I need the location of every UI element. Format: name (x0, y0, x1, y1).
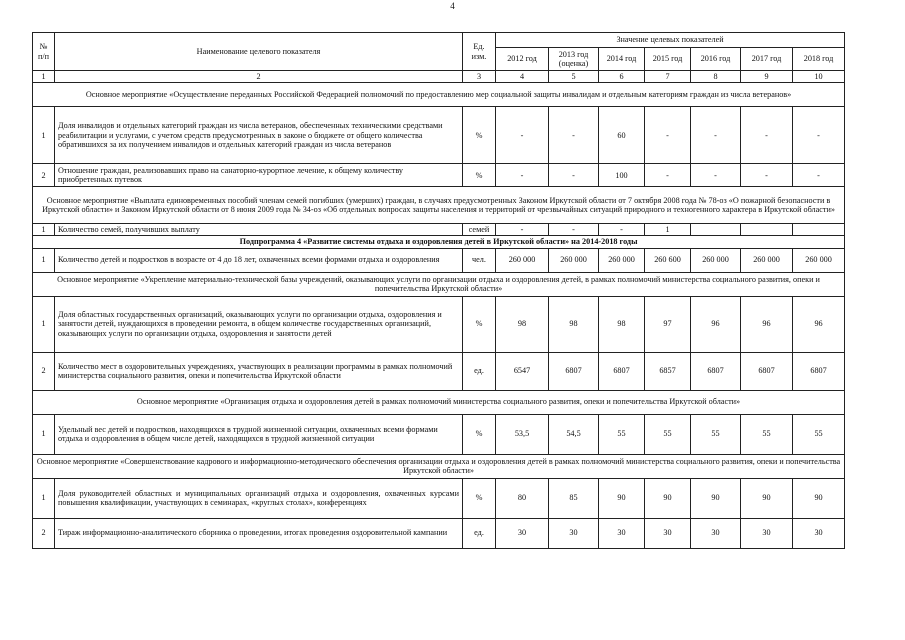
row-name: Количество детей и подростков в возрасте от 4 до 18 лет, охваченных всеми формами отдыха и оздоровления (55, 248, 463, 272)
row-value: 100 (599, 164, 645, 187)
header-num: № п/п (33, 33, 55, 71)
column-number: 10 (793, 71, 845, 83)
header-values-group: Значение целевых показателей (496, 33, 845, 48)
table-row (33, 248, 845, 272)
row-value: 54,5 (549, 414, 599, 454)
row-num: 1 (33, 107, 55, 164)
row-value: - (645, 107, 691, 164)
row-value: - (691, 164, 741, 187)
row-value: - (496, 164, 549, 187)
target-indicators-table (32, 32, 845, 549)
row-value: 98 (496, 296, 549, 352)
row-value: 55 (599, 414, 645, 454)
row-value: - (496, 224, 549, 236)
section-title: Основное мероприятие «Выплата единовременных пособий членам семей погибших (умерших) граждан, в случаях предусмотренных Законом Иркутской области от 7 октября 2008 года № 78-оз «О пожарной безопасности в Иркутской области» и Законом Иркутской области от 8 июня 2009 года № 34-оз «Об отдельных вопросах защиты населения и территорий от чрезвычайных ситуаций природного и техногенного характера в Иркутской области» (33, 187, 845, 224)
row-value (691, 224, 741, 236)
row-value: - (741, 164, 793, 187)
row-value: 6807 (549, 352, 599, 390)
header-year: 2014 год (599, 48, 645, 71)
row-value: - (645, 164, 691, 187)
row-num: 1 (33, 224, 55, 236)
row-value: 55 (741, 414, 793, 454)
row-value: - (793, 107, 845, 164)
header-year: 2017 год (741, 48, 793, 71)
row-value: - (496, 107, 549, 164)
row-value: 90 (599, 478, 645, 518)
row-value: 98 (549, 296, 599, 352)
row-num: 1 (33, 296, 55, 352)
row-value: 260 000 (496, 248, 549, 272)
section-title: Основное мероприятие «Совершенствование кадрового и информационно-методического обеспечения организации отдыха и оздоровления детей в рамках полномочий министерства социального развития, опеки и попечительства Иркутской области» (33, 454, 845, 478)
column-number: 1 (33, 71, 55, 83)
row-unit: ед. (463, 352, 496, 390)
header-year: 2012 год (496, 48, 549, 71)
row-value: 6547 (496, 352, 549, 390)
row-value: 260 000 (741, 248, 793, 272)
row-value: 6857 (645, 352, 691, 390)
row-num: 2 (33, 164, 55, 187)
table-row (33, 518, 845, 548)
row-value: 6807 (691, 352, 741, 390)
row-value: 55 (645, 414, 691, 454)
row-name: Отношение граждан, реализовавших право на санаторно-курортное лечение, к общему количеству приобретенных путевок (55, 164, 463, 187)
row-value (793, 224, 845, 236)
table-row (33, 164, 845, 187)
column-number: 4 (496, 71, 549, 83)
row-value: 80 (496, 478, 549, 518)
column-number: 6 (599, 71, 645, 83)
row-value: 30 (599, 518, 645, 548)
row-value: 260 000 (549, 248, 599, 272)
row-value: 6807 (599, 352, 645, 390)
row-value: 60 (599, 107, 645, 164)
row-unit: % (463, 478, 496, 518)
section-title: Основное мероприятие «Организация отдыха и оздоровления детей в рамках полномочий министерства социального развития, опеки и попечительства Иркутской области» (33, 390, 845, 414)
row-name: Удельный вес детей и подростков, находящихся в трудной жизненной ситуации, охваченных всеми формами отдыха и оздоровления в общем числе детей, находящихся в трудной жизненной ситуации (55, 414, 463, 454)
row-name: Доля областных государственных организаций, оказывающих услуги по организации отдыха, оздоровления и занятости детей, нуждающихся в проведении ремонта, в общем количестве государственных организаций, оказывающих услуги по организации отдыха, оздоровления и занятости детей (55, 296, 463, 352)
row-value: - (741, 107, 793, 164)
page-number: 4 (450, 1, 455, 11)
header-year: 2018 год (793, 48, 845, 71)
table-row (33, 224, 845, 236)
row-value: 260 000 (691, 248, 741, 272)
row-num: 2 (33, 518, 55, 548)
row-value: - (549, 107, 599, 164)
table-row (33, 414, 845, 454)
section-title: Основное мероприятие «Укрепление материально-технической базы учреждений, оказывающих услуги по организации отдыха и оздоровления детей, в рамках полномочий министерства социального развития, опеки и попечительства Иркутской области» (33, 272, 845, 296)
row-name: Тираж информационно-аналитического сборника о проведении, итогах проведения оздоровительной кампании (55, 518, 463, 548)
row-value: 90 (741, 478, 793, 518)
row-value: 30 (549, 518, 599, 548)
row-unit: чел. (463, 248, 496, 272)
row-value: 260 600 (645, 248, 691, 272)
table-row (33, 478, 845, 518)
row-value: 55 (793, 414, 845, 454)
row-value: 260 000 (793, 248, 845, 272)
row-value: 6807 (793, 352, 845, 390)
row-unit: ед. (463, 518, 496, 548)
column-number: 7 (645, 71, 691, 83)
row-value: 1 (645, 224, 691, 236)
header-year: 2013 год (оценка) (549, 48, 599, 71)
row-value: - (549, 224, 599, 236)
row-value: 30 (645, 518, 691, 548)
column-number: 9 (741, 71, 793, 83)
row-value: 30 (496, 518, 549, 548)
row-value: 90 (793, 478, 845, 518)
row-value: 96 (691, 296, 741, 352)
row-value: - (691, 107, 741, 164)
row-unit: % (463, 414, 496, 454)
row-value: 30 (741, 518, 793, 548)
row-unit: % (463, 296, 496, 352)
table-row (33, 107, 845, 164)
row-value: 96 (741, 296, 793, 352)
row-name: Количество мест в оздоровительных учреждениях, участвующих в реализации программы в рамках полномочий министерства социального развития, опеки и попечительства Иркутской области (55, 352, 463, 390)
row-value: - (549, 164, 599, 187)
row-value: 6807 (741, 352, 793, 390)
row-value: 90 (691, 478, 741, 518)
row-num: 1 (33, 414, 55, 454)
row-value (741, 224, 793, 236)
row-num: 2 (33, 352, 55, 390)
row-name: Доля инвалидов и отдельных категорий граждан из числа ветеранов, обеспеченных техническими средствами реабилитации и услугами, с учетом средств предусмотренных в законе о бюджете от общего количества обратившихся за их получением инвалидов и отдельных категорий граждан из числа ветеранов (55, 107, 463, 164)
column-number: 8 (691, 71, 741, 83)
row-value: 260 000 (599, 248, 645, 272)
table-row (33, 352, 845, 390)
header-name: Наименование целевого показателя (55, 33, 463, 71)
header-year: 2016 год (691, 48, 741, 71)
row-name: Количество семей, получивших выплату (55, 224, 463, 236)
header-year: 2015 год (645, 48, 691, 71)
row-value: 30 (793, 518, 845, 548)
row-num: 1 (33, 248, 55, 272)
row-unit: % (463, 107, 496, 164)
row-unit: % (463, 164, 496, 187)
row-value: 90 (645, 478, 691, 518)
row-value: 30 (691, 518, 741, 548)
row-value: 97 (645, 296, 691, 352)
row-value: - (599, 224, 645, 236)
column-number: 3 (463, 71, 496, 83)
section-title: Основное мероприятие «Осуществление переданных Российской Федерацией полномочий по предоставлению мер социальной защиты инвалидам и отдельным категориям граждан из числа ветеранов» (33, 83, 845, 107)
row-value: - (793, 164, 845, 187)
row-value: 98 (599, 296, 645, 352)
subprogram-title: Подпрограмма 4 «Развитие системы отдыха и оздоровления детей в Иркутской области» на 2014-2018 годы (33, 236, 845, 248)
row-value: 85 (549, 478, 599, 518)
row-name: Доля руководителей областных и муниципальных организаций отдыха и оздоровления, охваченных курсами повышения квалификации, участвующих в семинарах, «круглых столах», конференциях (55, 478, 463, 518)
table-row (33, 296, 845, 352)
column-numbers-row (33, 71, 845, 83)
row-value: 55 (691, 414, 741, 454)
column-number: 5 (549, 71, 599, 83)
column-number: 2 (55, 71, 463, 83)
row-value: 96 (793, 296, 845, 352)
row-num: 1 (33, 478, 55, 518)
row-value: 53,5 (496, 414, 549, 454)
row-unit: семей (463, 224, 496, 236)
header-unit: Ед. изм. (463, 33, 496, 71)
